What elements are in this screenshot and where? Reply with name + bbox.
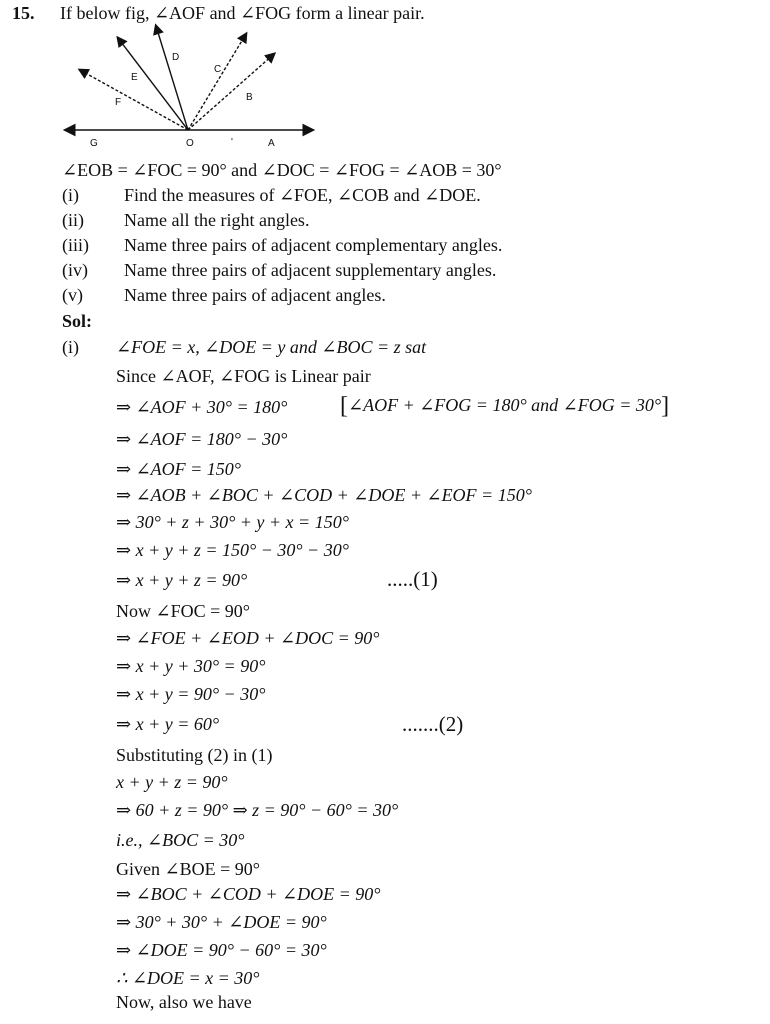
question-text: If below fig, ∠AOF and ∠FOG form a linear pair.	[60, 3, 425, 23]
solution-line: Given ∠BOE = 90°	[116, 859, 260, 879]
ray-oc	[188, 34, 246, 130]
solution-line: ∴ ∠DOE = x = 30°	[116, 968, 260, 988]
solution-line: Substituting (2) in (1)	[116, 745, 273, 765]
label-g: G	[90, 138, 98, 149]
solution-line: Since ∠AOF, ∠FOG is Linear pair	[116, 366, 371, 386]
solution-line: Now, also we have	[116, 992, 252, 1012]
solution-line: ⇒ ∠DOE = 90° − 60° = 30°	[116, 940, 327, 960]
part-text: Name all the right angles.	[124, 210, 310, 230]
part-text: Name three pairs of adjacent supplementary angles.	[124, 260, 497, 280]
label-o: O	[186, 138, 194, 149]
solution-heading: Sol:	[62, 311, 93, 331]
ray-ob	[188, 54, 274, 130]
solution-line: ∠FOE = x, ∠DOE = y and ∠BOC = z sat	[116, 337, 427, 357]
part-label: (ii)	[62, 210, 84, 230]
given-statement: ∠EOB = ∠FOC = 90° and ∠DOC = ∠FOG = ∠AOB = 30°	[62, 160, 502, 180]
solution-part-label: (i)	[62, 337, 79, 357]
solution-line: ⇒ x + y + z = 150° − 30° − 30°	[116, 540, 349, 560]
label-c: C	[214, 64, 222, 75]
solution-line: ⇒ ∠BOC + ∠COD + ∠DOE = 90°	[116, 884, 381, 904]
angle-figure	[60, 22, 320, 152]
part-label: (iii)	[62, 235, 89, 255]
solution-line: Now ∠FOC = 90°	[116, 601, 250, 621]
svg-text:': '	[231, 137, 233, 148]
solution-line: ⇒ ∠AOF = 180° − 30°	[116, 429, 288, 449]
solution-line: ⇒ x + y + z = 90°	[116, 570, 248, 590]
part-text: Name three pairs of adjacent angles.	[124, 285, 386, 305]
part-label: (i)	[62, 185, 79, 205]
solution-line: ⇒ 60 + z = 90° ⇒ z = 90° − 60° = 30°	[116, 800, 399, 820]
solution-line: ⇒ x + y = 90° − 30°	[116, 684, 266, 704]
solution-line: x + y + z = 90°	[116, 772, 228, 792]
part-text: Find the measures of ∠FOE, ∠COB and ∠DOE.	[124, 185, 481, 205]
bracket-note: [∠AOF + ∠FOG = 180° and ∠FOG = 30°]	[340, 393, 670, 419]
solution-line: ⇒ ∠FOE + ∠EOD + ∠DOC = 90°	[116, 628, 380, 648]
solution-line: ⇒ 30° + 30° + ∠DOE = 90°	[116, 912, 327, 932]
solution-line: ⇒ 30° + z + 30° + y + x = 150°	[116, 512, 349, 532]
solution-line: ⇒ ∠AOF = 150°	[116, 459, 241, 479]
solution-line: i.e., ∠BOC = 30°	[116, 830, 245, 850]
solution-line: ⇒ x + y = 60°	[116, 714, 220, 734]
part-label: (v)	[62, 285, 83, 305]
label-d: D	[172, 52, 180, 63]
label-e: E	[131, 72, 138, 83]
solution-line: ⇒ ∠AOB + ∠BOC + ∠COD + ∠DOE + ∠EOF = 150°	[116, 485, 532, 505]
part-text: Name three pairs of adjacent complementary angles.	[124, 235, 503, 255]
solution-line: ⇒ ∠AOF + 30° = 180°	[116, 397, 288, 417]
label-b: B	[246, 92, 253, 103]
label-f: F	[115, 97, 122, 108]
label-a: A	[268, 138, 275, 149]
equation-tag-2: .......(2)	[402, 712, 464, 736]
equation-tag-1: .....(1)	[387, 567, 438, 591]
solution-line: ⇒ x + y + 30° = 90°	[116, 656, 266, 676]
part-label: (iv)	[62, 260, 88, 280]
question-number: 15.	[12, 3, 35, 23]
